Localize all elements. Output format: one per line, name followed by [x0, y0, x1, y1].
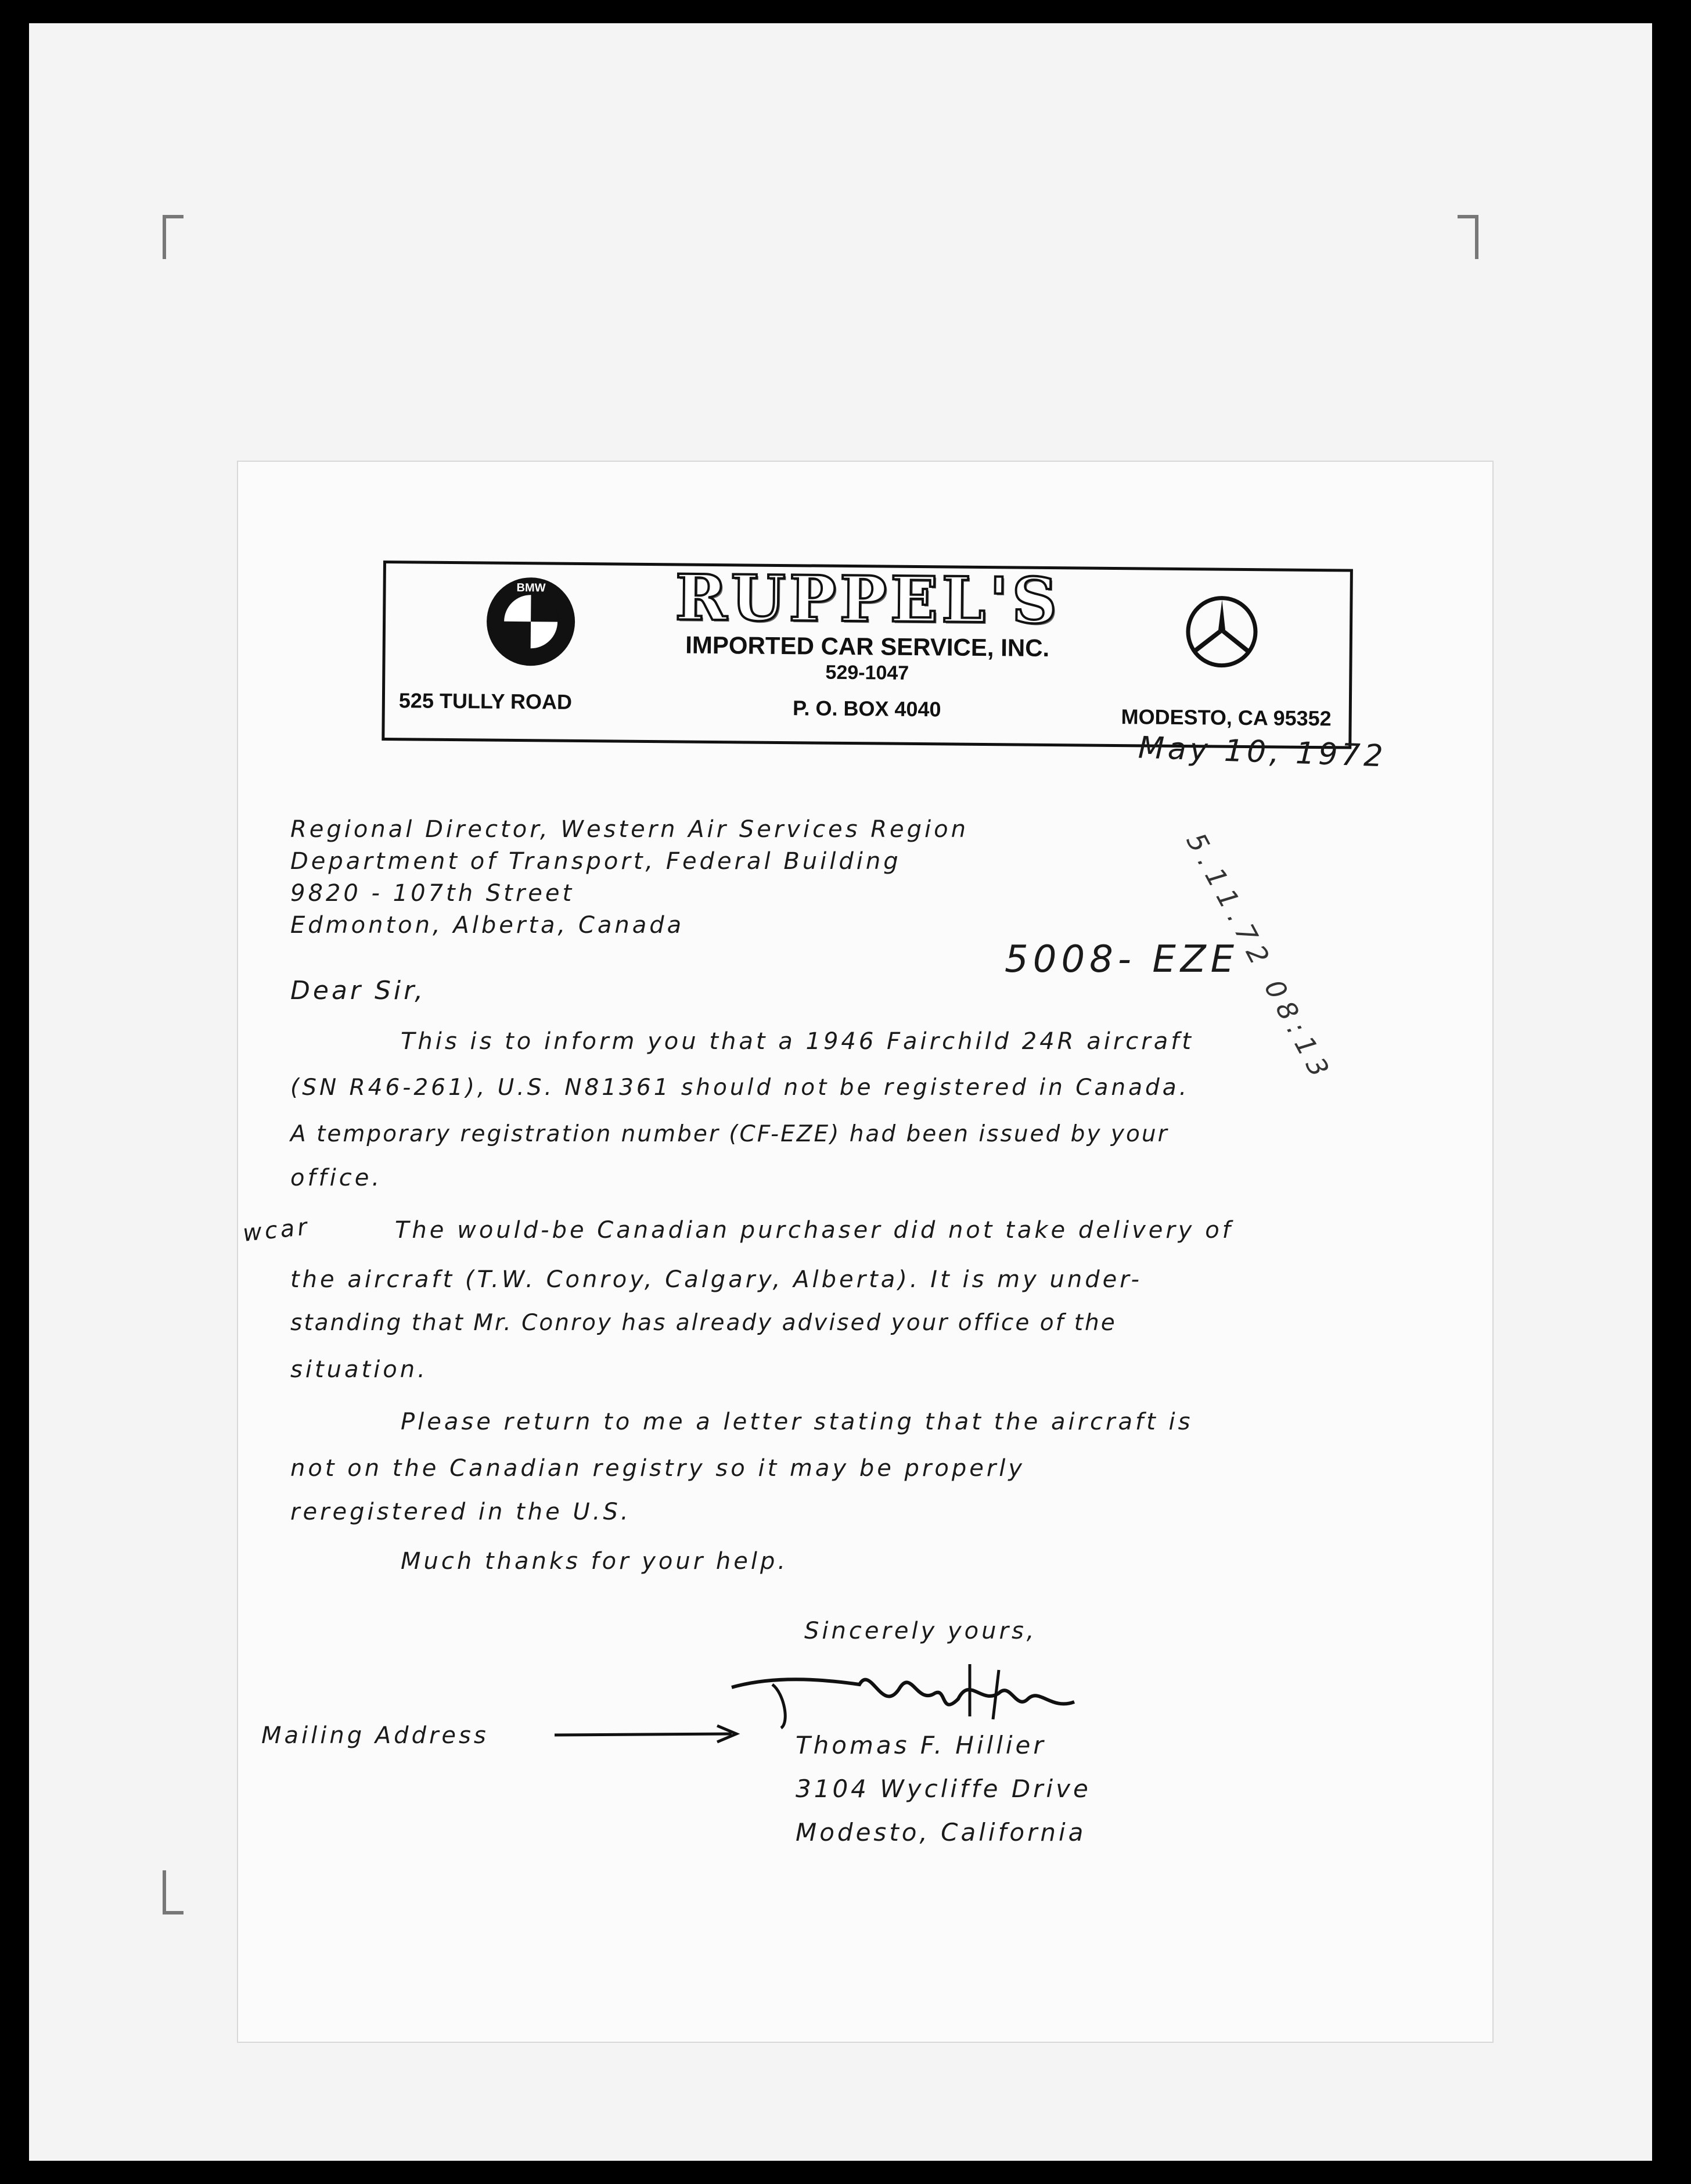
mercedes-logo [1183, 594, 1260, 670]
arrow-icon [552, 1722, 743, 1745]
body-line-6: the aircraft (T.W. Conroy, Calgary, Alberta). It is my under- [290, 1266, 1142, 1293]
body-line-12: Much thanks for your help. [401, 1548, 789, 1575]
body-line-2: (SN R46-261), U.S. N81361 should not be registered in Canada. [290, 1075, 1190, 1101]
company-phone: 529-1047 [825, 661, 909, 684]
body-line-3: A temporary registration number (CF-EZE) had been issued by your [290, 1121, 1169, 1147]
body-line-7: standing that Mr. Conroy has already advised your office of the [290, 1310, 1117, 1336]
recipient-line-2: Department of Transport, Federal Building [290, 848, 901, 875]
crop-mark-bottom-left [163, 1870, 184, 1914]
company-subtitle: IMPORTED CAR SERVICE, INC. [685, 631, 1050, 662]
letterhead [382, 561, 1353, 749]
signer-name: Thomas F. Hillier [796, 1731, 1046, 1759]
body-line-10: not on the Canadian registry so it may be properly [290, 1455, 1026, 1482]
signer-city: Modesto, California [796, 1818, 1086, 1847]
crop-mark-top-right [1458, 215, 1478, 259]
company-name: RUPPEL'S [675, 561, 1061, 638]
body-line-8: situation. [290, 1356, 428, 1383]
company-street: 525 TULLY ROAD [398, 688, 573, 714]
body-line-11: reregistered in the U.S. [290, 1499, 631, 1525]
recipient-line-3: 9820 - 107th Street [290, 880, 575, 907]
body-line-4: office. [290, 1165, 383, 1191]
signature [726, 1653, 1098, 1734]
company-po-box: P. O. BOX 4040 [792, 696, 941, 721]
salutation: Dear Sir, [290, 976, 426, 1005]
closing: Sincerely yours, [804, 1618, 1037, 1644]
body-line-1: This is to inform you that a 1946 Fairchild 24R aircraft [401, 1028, 1194, 1055]
letter-page [238, 462, 1492, 2042]
crop-mark-top-left [163, 215, 184, 259]
bmw-logo [484, 575, 577, 669]
file-number: 5008- EZE [1005, 938, 1239, 981]
body-line-9: Please return to me a letter stating that the aircraft is [401, 1409, 1193, 1435]
mailing-address-label: Mailing Address [261, 1722, 489, 1749]
recipient-line-4: Edmonton, Alberta, Canada [290, 912, 685, 939]
bmw-logo-text: BMW [516, 581, 546, 595]
company-city: MODESTO, CA 95352 [1121, 705, 1332, 731]
recipient-line-1: Regional Director, Western Air Services Region [290, 816, 969, 843]
signer-street: 3104 Wycliffe Drive [796, 1774, 1091, 1803]
body-line-5: The would-be Canadian purchaser did not take delivery of [395, 1217, 1233, 1244]
letter-date: May 10, 1972 [1138, 730, 1387, 774]
margin-note: wcar [241, 1213, 311, 1247]
received-stamp: 5.11.72 08:13 [1180, 828, 1339, 1089]
